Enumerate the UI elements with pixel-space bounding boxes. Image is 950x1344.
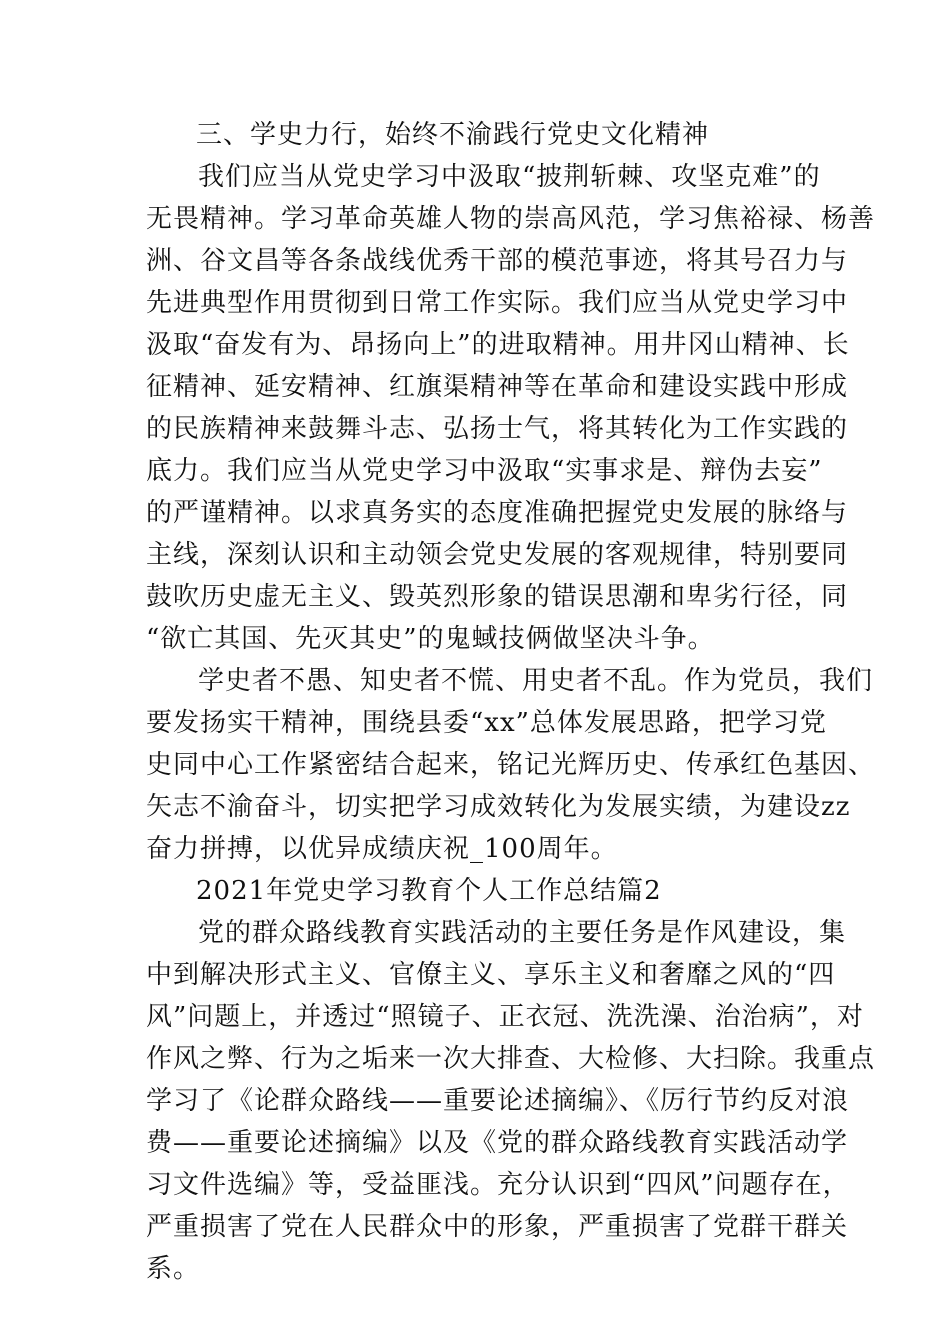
paragraph-line: 史同中心工作紧密结合起来，铭记光辉历史、传承红色基因、 <box>146 750 876 780</box>
paragraph-line: 党的群众路线教育实践活动的主要任务是作风建设，集 <box>198 918 847 948</box>
paragraph-line: 中到解决形式主义、官僚主义、享乐主义和奢靡之风的“四 <box>146 960 836 990</box>
paragraph-line: 作风之弊、行为之垢来一次大排查、大检修、大扫除。我重点 <box>146 1044 876 1074</box>
paragraph-line: 矢志不渝奋斗，切实把学习成效转化为发展实绩，为建设zz <box>146 792 851 822</box>
paragraph-line: 先进典型作用贯彻到日常工作实际。我们应当从党史学习中 <box>146 288 849 318</box>
paragraph-line: 要发扬实干精神，围绕县委“xx”总体发展思路，把学习党 <box>146 708 827 738</box>
paragraph-line: 学史者不愚、知史者不慌、用史者不乱。作为党员，我们 <box>198 666 874 696</box>
paragraph-line: 鼓吹历史虚无主义、毁英烈形象的错误思潮和卑劣行径，同 <box>146 582 849 612</box>
paragraph-line: 学习了《论群众路线——重要论述摘编》、《厉行节约反对浪 <box>146 1086 850 1116</box>
paragraph-line: 系。 <box>146 1254 201 1284</box>
paragraph-line: 无畏精神。学习革命英雄人物的崇高风范，学习焦裕禄、杨善 <box>146 204 876 234</box>
paragraph-line: 风”问题上，并透过“照镜子、正衣冠、洗洗澡、治治病”，对 <box>146 1002 864 1032</box>
section-heading: 三、学史力行，始终不渝践行党史文化精神 <box>196 120 710 150</box>
paragraph-line: “欲亡其国、先灭其史”的鬼蜮技俩做坚决斗争。 <box>146 624 715 654</box>
paragraph-line: 费——重要论述摘编》以及《党的群众路线教育实践活动学 <box>146 1128 849 1158</box>
paragraph-line: 习文件选编》等，受益匪浅。充分认识到“四风”问题存在， <box>146 1170 850 1200</box>
paragraph-line: 我们应当从党史学习中汲取“披荆斩棘、攻坚克难”的 <box>198 162 821 192</box>
paragraph-line: 主线，深刻认识和主动领会党史发展的客观规律，特别要同 <box>146 540 849 570</box>
paragraph-line: 汲取“奋发有为、昂扬向上”的进取精神。用井冈山精神、长 <box>146 330 850 360</box>
paragraph-line: 的民族精神来鼓舞斗志、弘扬士气，将其转化为工作实践的 <box>146 414 849 444</box>
paragraph-line: 奋力拼搏，以优异成绩庆祝_100周年。 <box>146 834 618 864</box>
paragraph-line: 的严谨精神。以求真务实的态度准确把握党史发展的脉络与 <box>146 498 849 528</box>
paragraph-line: 严重损害了党在人民群众中的形象，严重损害了党群干群关 <box>146 1212 849 1242</box>
paragraph-line: 洲、谷文昌等各条战线优秀干部的模范事迹，将其号召力与 <box>146 246 849 276</box>
paragraph-line: 底力。我们应当从党史学习中汲取“实事求是、辩伪去妄” <box>146 456 823 486</box>
paragraph-line: 征精神、延安精神、红旗渠精神等在革命和建设实践中形成 <box>146 372 849 402</box>
article-title: 2021年党史学习教育个人工作总结篇2 <box>196 876 662 906</box>
